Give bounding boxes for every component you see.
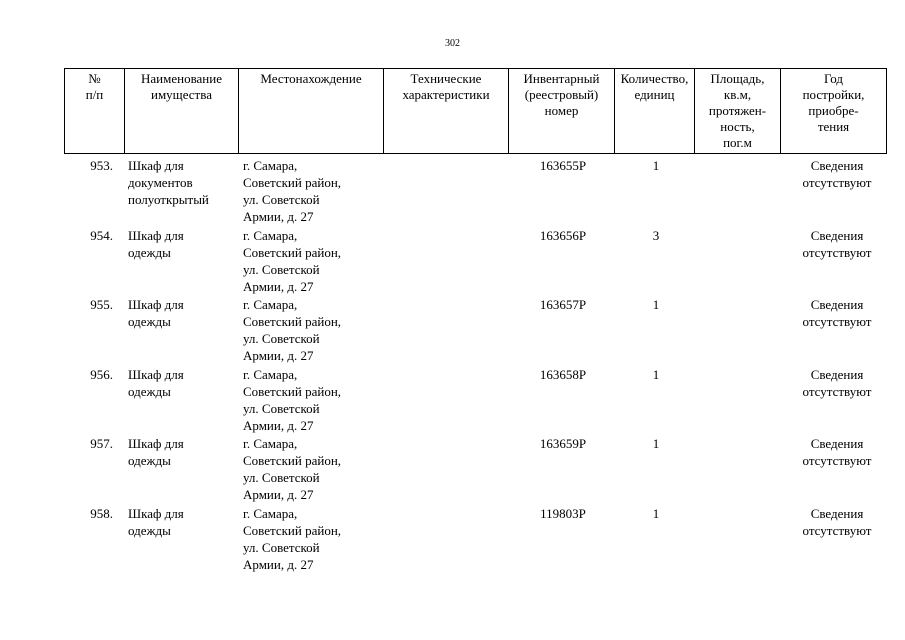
quantity: 1 <box>652 297 660 312</box>
column-header-inventory: Инвентарный (реестровый) номер <box>509 69 615 154</box>
property-location: г. Самара, Советский район, ул. Советской Армии, д. 27 <box>243 297 342 363</box>
property-name: Шкаф для документов полуоткрытый <box>128 158 209 207</box>
table-row <box>64 505 886 575</box>
year-info: Сведения отсутствуют <box>802 436 872 468</box>
column-header-name: Наименование имущества <box>125 69 239 154</box>
row-number: 957. <box>90 436 113 451</box>
property-name: Шкаф для одежды <box>128 366 184 399</box>
row-number: 953. <box>90 158 113 173</box>
inventory-number: 163656Р <box>539 227 587 243</box>
inventory-number: 163658Р <box>539 366 587 382</box>
column-header-number: № п/п <box>65 69 125 154</box>
property-location: г. Самара, Советский район, ул. Советской Армии, д. 27 <box>243 366 342 433</box>
quantity: 1 <box>652 366 660 382</box>
property-table-header <box>64 68 887 154</box>
quantity: 3 <box>652 227 660 243</box>
year-info: Сведения отсутствуют <box>802 366 872 399</box>
year-info: Сведения отсутствуют <box>802 227 872 260</box>
property-name: Шкаф для одежды <box>128 505 184 538</box>
quantity: 1 <box>652 158 660 173</box>
property-table-body <box>64 157 886 574</box>
column-header-year: Год постройки, приобре- тения <box>781 69 887 154</box>
quantity: 1 <box>652 436 660 451</box>
year-info: Сведения отсутствуют <box>802 158 872 190</box>
inventory-number: 119803Р <box>540 505 586 521</box>
column-header-location: Местонахождение <box>239 69 384 154</box>
row-number: 956. <box>90 366 113 382</box>
year-info: Сведения отсутствуют <box>802 297 872 329</box>
property-name: Шкаф для одежды <box>128 227 184 260</box>
page-number: 302 <box>445 38 460 49</box>
table-row <box>64 227 886 297</box>
property-location: г. Самара, Советский район, ул. Советской Армии, д. 27 <box>243 227 342 294</box>
inventory-number: 163659Р <box>539 436 587 451</box>
table-row <box>64 366 886 436</box>
quantity: 1 <box>652 505 660 521</box>
inventory-number: 163657Р <box>539 297 587 312</box>
row-number: 958. <box>90 505 113 521</box>
row-number: 955. <box>90 297 113 312</box>
table-row <box>64 157 886 227</box>
column-header-tech: Технические характеристики <box>384 69 509 154</box>
property-name: Шкаф для одежды <box>128 297 184 329</box>
property-location: г. Самара, Советский район, ул. Советской Армии, д. 27 <box>243 505 342 572</box>
inventory-number: 163655Р <box>539 158 587 173</box>
table-row <box>64 296 886 366</box>
column-header-area: Площадь, кв.м, протяжен- ность, пог.м <box>695 69 781 154</box>
property-location: г. Самара, Советский район, ул. Советской Армии, д. 27 <box>243 158 342 224</box>
column-header-quantity: Количество, единиц <box>615 69 695 154</box>
property-location: г. Самара, Советский район, ул. Советской Армии, д. 27 <box>243 436 342 502</box>
table-row <box>64 435 886 505</box>
year-info: Сведения отсутствуют <box>802 505 872 538</box>
row-number: 954. <box>90 227 113 243</box>
property-name: Шкаф для одежды <box>128 436 184 468</box>
